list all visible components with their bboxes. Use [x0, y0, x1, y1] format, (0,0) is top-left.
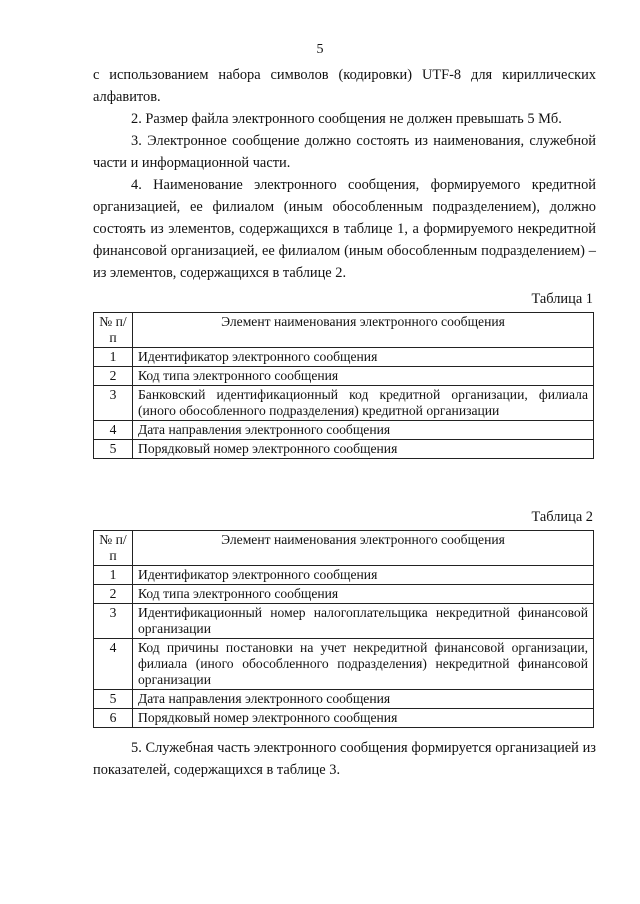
row-text: Идентификационный номер налогоплательщика некредитной финансовой организации — [133, 604, 594, 639]
table1-caption: Таблица 1 — [531, 291, 593, 307]
table-row — [94, 386, 594, 421]
table-row — [94, 367, 594, 386]
row-number: 4 — [94, 639, 133, 690]
page-number: 5 — [316, 42, 324, 57]
paragraph-continuation: с использованием набора символов (кодировки) UTF-8 для кириллических алфавитов. — [93, 67, 596, 105]
row-number: 6 — [94, 709, 133, 728]
table-row — [94, 604, 594, 639]
row-number: 2 — [94, 367, 133, 386]
paragraph-3: 3. Электронное сообщение должно состоять из наименования, служебной части и информационной части. — [93, 133, 596, 171]
row-number: 1 — [94, 348, 133, 367]
paragraph-5: 5. Служебная часть электронного сообщения формируется организацией из показателей, содержащихся в таблице 3. — [93, 740, 596, 778]
table-row — [94, 440, 594, 459]
table-row — [94, 709, 594, 728]
row-text: Банковский идентификационный код кредитной организации, филиала (иного обособленного подразделения) кредитной организации — [133, 386, 594, 421]
row-text: Код причины постановки на учет некредитной финансовой организации, филиала (иного обособленного подразделения) некредитной финансовой организации — [133, 639, 594, 690]
row-number: 3 — [94, 386, 133, 421]
row-number: 1 — [94, 566, 133, 585]
table-1 — [93, 312, 594, 459]
paragraph-2: 2. Размер файла электронного сообщения не должен превышать 5 Мб. — [131, 111, 562, 127]
row-text: Порядковый номер электронного сообщения — [133, 440, 594, 459]
table2-caption: Таблица 2 — [531, 509, 593, 525]
intro-text — [93, 64, 596, 284]
table2-header-row — [94, 531, 594, 566]
paragraph-4: 4. Наименование электронного сообщения, формируемого кредитной организацией, ее филиалом (иным обособленным подразделением), должно состоять из элементов, содержащихся в таблице 1, а формируемого некредитной финансовой организацией, ее филиалом (иным обособленным подразделением) – из элементов, содержащихся в таблице 2. — [93, 177, 596, 281]
table-2 — [93, 530, 594, 728]
table2-header-element: Элемент наименования электронного сообщения — [133, 531, 594, 566]
table-row — [94, 690, 594, 709]
table-row — [94, 585, 594, 604]
row-text: Код типа электронного сообщения — [133, 585, 594, 604]
row-number: 2 — [94, 585, 133, 604]
row-text: Код типа электронного сообщения — [133, 367, 594, 386]
table1-header-row — [94, 313, 594, 348]
table1-header-element: Элемент наименования электронного сообщения — [133, 313, 594, 348]
table1-header-num: № п/п — [94, 313, 133, 348]
table-row — [94, 639, 594, 690]
row-text: Дата направления электронного сообщения — [133, 690, 594, 709]
row-number: 4 — [94, 421, 133, 440]
table-row — [94, 348, 594, 367]
table-row — [94, 421, 594, 440]
row-text: Идентификатор электронного сообщения — [133, 348, 594, 367]
row-number: 5 — [94, 440, 133, 459]
row-number: 5 — [94, 690, 133, 709]
row-number: 3 — [94, 604, 133, 639]
closing-text — [93, 737, 596, 781]
table-row — [94, 566, 594, 585]
row-text: Порядковый номер электронного сообщения — [133, 709, 594, 728]
row-text: Идентификатор электронного сообщения — [133, 566, 594, 585]
table2-header-num: № п/п — [94, 531, 133, 566]
row-text: Дата направления электронного сообщения — [133, 421, 594, 440]
